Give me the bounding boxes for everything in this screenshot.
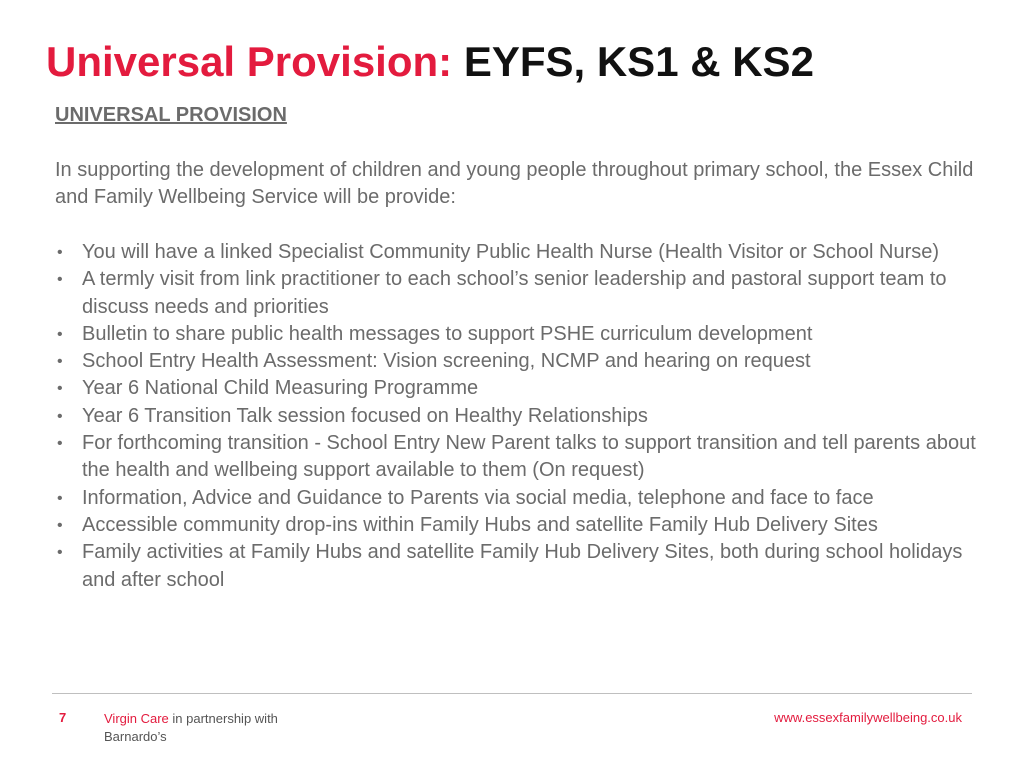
section-heading: UNIVERSAL PROVISION <box>55 104 287 126</box>
partner-name: Barnardo’s <box>104 729 167 744</box>
list-item: • A termly visit from link practitioner to each school’s senior leadership and pastoral support team to discuss needs and priorities <box>55 266 1000 321</box>
list-item: • For forthcoming transition - School Entry New Parent talks to support transition and tell parents about the health and wellbeing support available to them (On request) <box>55 430 1000 485</box>
list-item: • School Entry Health Assessment: Vision screening, NCMP and hearing on request <box>55 348 1000 375</box>
list-item: • Accessible community drop-ins within Family Hubs and satellite Family Hub Delivery Sites <box>55 512 1000 539</box>
title-primary: Universal Provision: <box>46 38 453 85</box>
intro-paragraph: In supporting the development of children and young people throughout primary school, the Essex Child and Family Wellbeing Service will be provide: <box>55 159 974 208</box>
provision-list <box>55 239 1000 594</box>
footer-divider <box>52 693 972 694</box>
footer-credit <box>104 710 278 746</box>
list-item: • Year 6 National Child Measuring Programme <box>55 375 1000 402</box>
list-item: • Family activities at Family Hubs and satellite Family Hub Delivery Sites, both during school holidays and after school <box>55 539 1000 594</box>
list-item: • Bulletin to share public health messages to support PSHE curriculum development <box>55 321 1000 348</box>
page-number: 7 <box>59 710 67 725</box>
title-secondary: EYFS, KS1 & KS2 <box>463 38 814 85</box>
list-item: • You will have a linked Specialist Community Public Health Nurse (Health Visitor or School Nurse) <box>55 239 1000 266</box>
list-item: • Year 6 Transition Talk session focused on Healthy Relationships <box>55 403 1000 430</box>
partnership-text: in partnership with <box>168 711 278 726</box>
brand-name: Virgin Care <box>104 711 169 726</box>
page-title <box>46 32 814 92</box>
list-item: • Information, Advice and Guidance to Parents via social media, telephone and face to face <box>55 485 1000 512</box>
website-link[interactable]: www.essexfamilywellbeing.co.uk <box>774 710 962 725</box>
